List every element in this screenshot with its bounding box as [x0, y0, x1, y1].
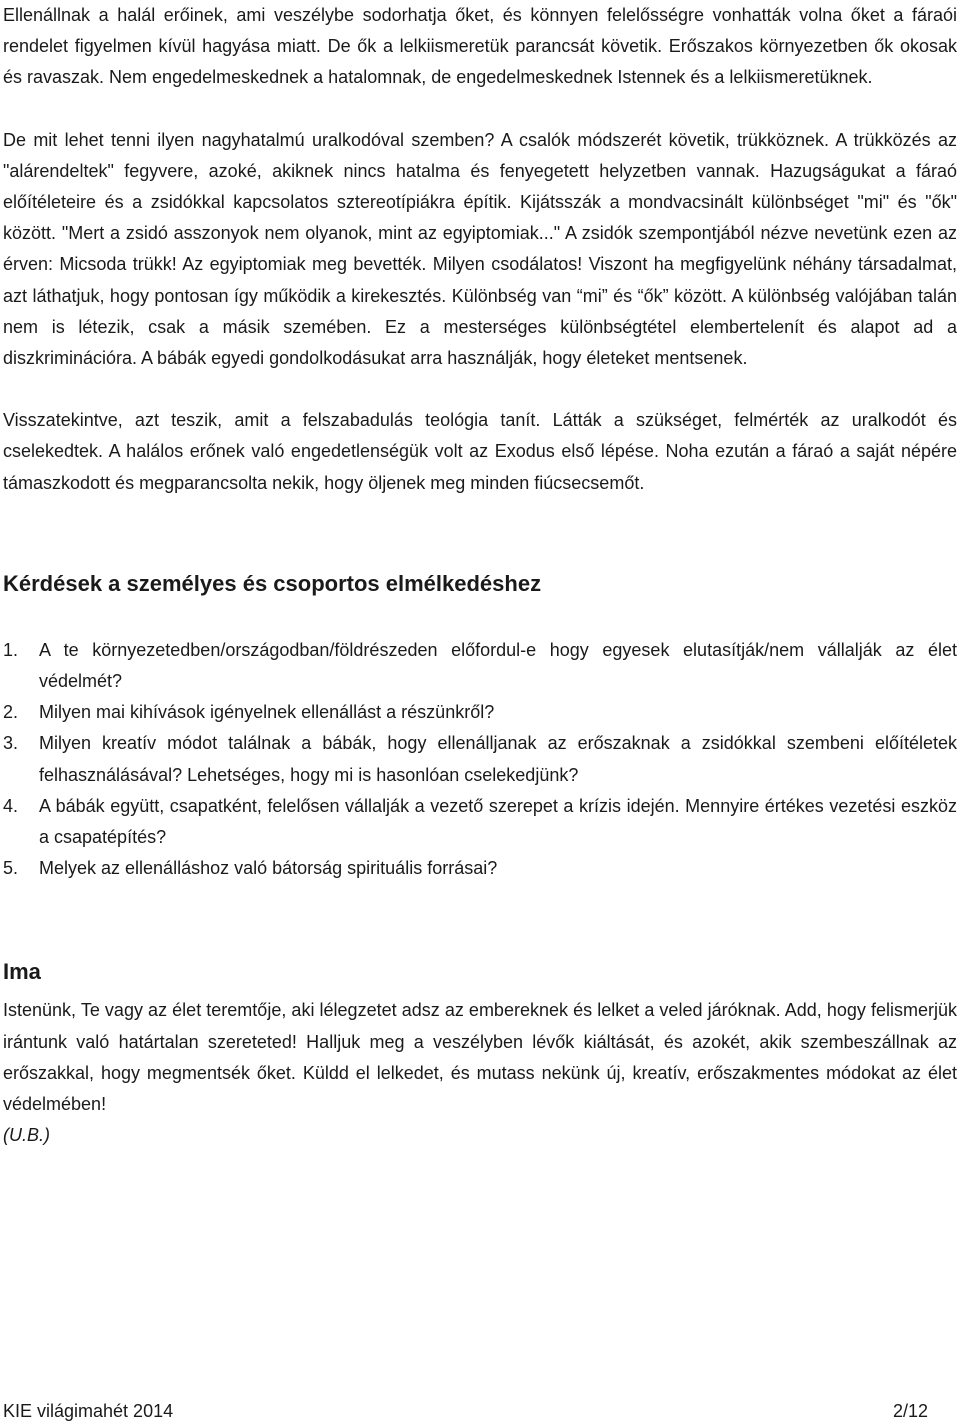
- question-text: A bábák együtt, csapatként, felelősen vállalják a vezető szerepet a krízis idején. Mennyire értékes vezetési eszköz a csapatépítés?: [39, 795, 957, 848]
- intro-paragraph: Ellenállnak a halál erőinek, ami veszélybe sodorhatja őket, és könnyen felelősségre vonhatták volna őket a fáraói rendelet figyelmen kívül hagyása miatt. De ők a lelkiismeretük parancsát követik. Erőszakos környezetben ők okosak és ravaszak. Nem engedelmeskednek a hatalomnak, de engedelmeskednek Istennek és a lelkiismeretüknek.: [3, 5, 957, 88]
- question-number: 2.: [3, 702, 19, 723]
- prayer-heading: Ima: [3, 959, 41, 985]
- question-number: 5.: [3, 858, 19, 879]
- page-number: 2/12: [892, 1401, 928, 1421]
- question-item: [3, 635, 957, 697]
- question-item: [3, 728, 957, 790]
- question-item: [3, 853, 957, 884]
- document-page: [3, 0, 957, 1151]
- signature: (U.B.): [3, 1125, 50, 1146]
- question-item: [3, 791, 957, 853]
- question-number: 4.: [3, 795, 19, 816]
- question-text: A te környezetedben/országodban/földrészeden előfordul-e hogy egyesek elutasítják/nem vállalják az élet védelmét?: [39, 639, 957, 692]
- question-number: 1.: [3, 639, 19, 660]
- footer-title: KIE világimahét 2014: [3, 1401, 174, 1421]
- questions-heading: Kérdések a személyes és csoportos elmélkedéshez: [3, 570, 542, 596]
- questions-list: [3, 635, 957, 885]
- question-item: [3, 697, 957, 728]
- question-number: 3.: [3, 733, 19, 754]
- prayer-paragraph: Istenünk, Te vagy az élet teremtője, aki lélegzetet adsz az embereknek és lelket a veled járóknak. Add, hogy felismerjük irántunk való határtalan szereteted! Halljuk meg a veszélyben lévők kiáltását, és azokét, akik szembeszállnak az erőszakkal, hogy megmentsék őket. Küldd el lelkedet, és mutass nekünk új, kreatív, erőszakmentes módokat az élet védelmében!: [3, 1000, 957, 1115]
- question-text: Melyek az ellenálláshoz való bátorság spirituális forrásai?: [39, 858, 498, 879]
- question-text: Milyen mai kihívások igényelnek ellenállást a részünkről?: [39, 702, 495, 723]
- question-text: Milyen kreatív módot találnak a bábák, hogy ellenálljanak az erőszaknak a zsidókkal szembeni előítéletek felhasználásával? Lehetséges, hogy mi is hasonlóan cselekedjünk?: [39, 733, 957, 785]
- question-paragraph: De mit lehet tenni ilyen nagyhatalmú uralkodóval szemben? A csalók módszerét követik, trükköznek. A trükközés az "alárendeltek" fegyvere, azoké, akiknek nincs hatalma és fenyegetett helyzetben vannak. Hazugságukat a fáraó előítéleteire és a zsidókkal kapcsolatos sztereotípiákra építik. Kijátsszák a mondvacsinált különbséget "mi" és "ők" között. "Mert a zsidó asszonyok nem olyanok, mint az egyiptomiak..." A zsidók szempontjából nézve nevetünk ezen az érven: Micsoda trükk! Az egyiptomiak meg bevették. Milyen csodálatos! Viszont ha megfigyelünk néhány társadalmat, azt láthatjuk, hogy pontosan így működik a kirekesztés. Különbség van “mi” és “ők” között. A különbség valójában talán nem is létezik, csak a másik szemében. Ez a mesterséges különbségtétel elembertelenít és alapot ad a diszkriminációra. A bábák egyedi gondolkodásukat arra használják, hogy életeket mentsenek.: [3, 129, 957, 369]
- retrospect-paragraph: Visszatekintve, azt teszik, amit a felszabadulás teológia tanít. Látták a szükséget, felmérték az uralkodót és cselekedtek. A halálos erőnek való engedetlenségük volt az Exodus első lépése. Noha ezután a fáraó a saját népére támaszkodott és megparancsolta nekik, hogy öljenek meg minden fiúcsecsemőt.: [3, 410, 957, 493]
- page-footer: [3, 1398, 928, 1424]
